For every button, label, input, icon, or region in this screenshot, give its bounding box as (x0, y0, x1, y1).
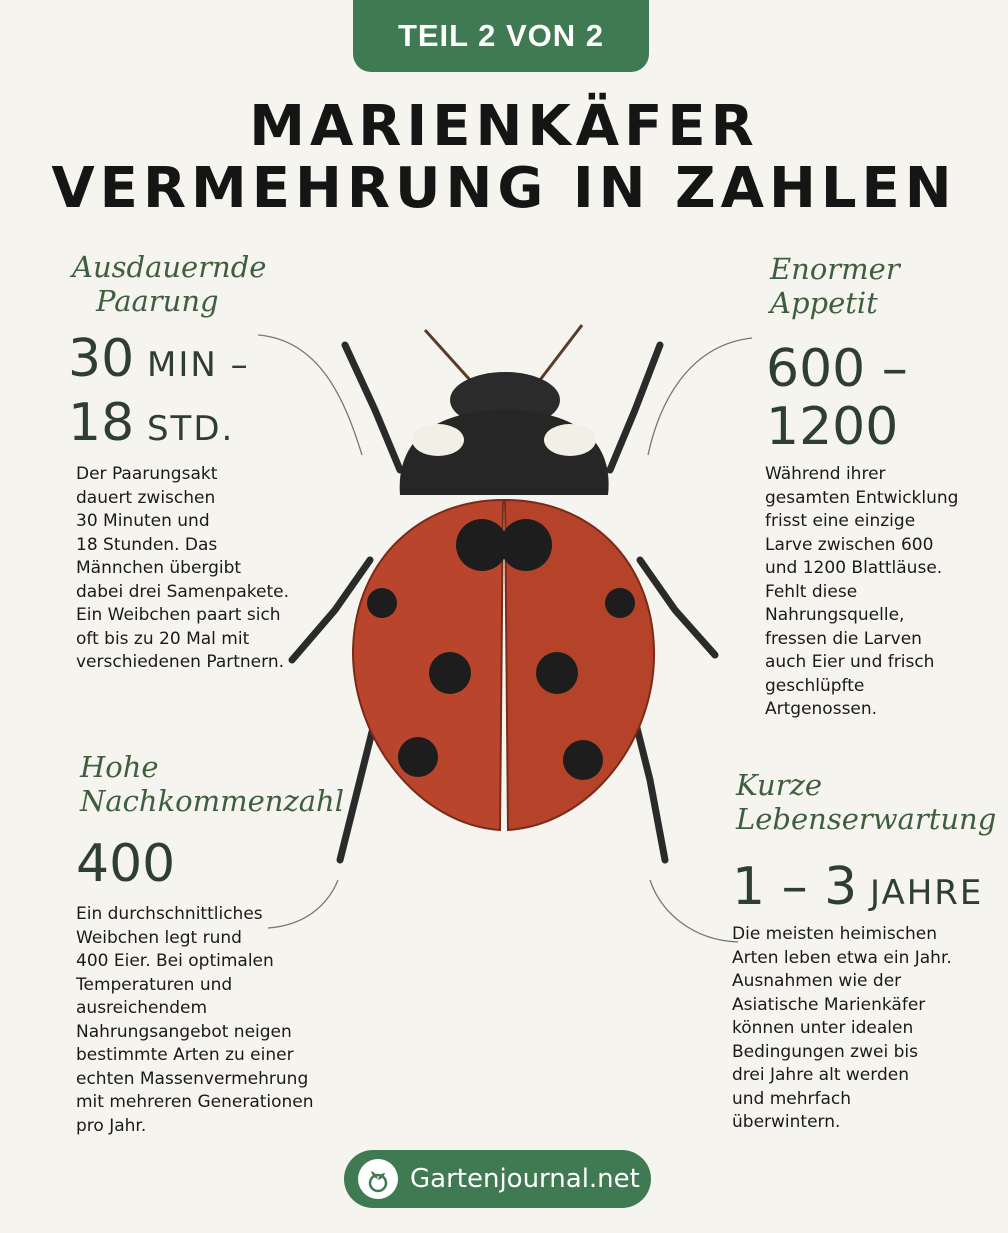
body-line: pro Jahr. (76, 1115, 147, 1136)
heading-line: Ausdauernde (72, 250, 267, 284)
stat-number: 1 – 3 (732, 857, 858, 917)
part-badge-label: TEIL 2 VON 2 (397, 18, 605, 53)
page-title-line1: MARIENKÄFER (249, 94, 759, 159)
heading-line: Kurze (736, 768, 823, 802)
stat-number: 1200 (766, 397, 899, 457)
heading-line: Hohe (80, 750, 159, 784)
body-line: Die meisten heimischen (732, 924, 938, 944)
stat-number: 600 – (766, 339, 908, 399)
body-line: Fehlt diese (765, 581, 858, 602)
body-line: 30 Minuten und (76, 511, 210, 531)
body-line: echten Massenvermehrung (76, 1068, 309, 1089)
body-line: Ein durchschnittliches (76, 904, 263, 924)
section-heading-lifespan (736, 768, 996, 836)
heading-line: Nachkommenzahl (80, 784, 344, 818)
page-title-line2: VERMEHRUNG IN ZAHLEN (51, 156, 957, 221)
heading-line: Enormer (770, 252, 900, 286)
ladybug-antennae (425, 325, 582, 380)
section-body-appetite (765, 463, 958, 722)
body-line: und 1200 Blattläuse. (765, 558, 943, 578)
body-line: geschlüpfte (765, 675, 865, 696)
body-line: Männchen übergibt (76, 558, 242, 578)
body-line: Ein Weibchen paart sich (76, 605, 281, 625)
body-line: und mehrfach (732, 1088, 852, 1109)
stat-number: 18 (68, 393, 135, 453)
body-line: Bedingungen zwei bis (732, 1041, 918, 1062)
body-line: oft bis zu 20 Mal mit (76, 628, 250, 649)
body-line: auch Eier und frisch (765, 652, 935, 672)
sprout-logo-icon (358, 1159, 398, 1199)
body-line: dauert zwischen (76, 487, 216, 508)
stat-value-offspring (76, 835, 175, 893)
body-line: fressen die Larven (765, 628, 922, 649)
heading-line: Appetit (770, 286, 878, 320)
body-line: überwintern. (732, 1112, 841, 1132)
connector-line (650, 880, 738, 942)
body-line: Nahrungsangebot neigen (76, 1021, 292, 1042)
stat-value-lifespan (732, 858, 983, 922)
body-line: 400 Eier. Bei optimalen (76, 951, 274, 971)
section-body-mating (76, 463, 289, 675)
body-line: mit mehreren Generationen (76, 1092, 314, 1112)
stat-value-mating (68, 330, 250, 458)
body-line: Artgenossen. (765, 699, 878, 719)
stat-unit: JAHRE (857, 873, 984, 913)
body-line: drei Jahre alt werden (732, 1065, 909, 1085)
body-line: bestimmte Arten zu einer (76, 1045, 294, 1065)
section-body-offspring (76, 903, 314, 1138)
body-line: Larve zwischen 600 (765, 534, 934, 555)
section-heading-appetite (770, 252, 900, 320)
body-line: Ausnahmen wie der (732, 971, 902, 991)
brand-badge[interactable] (344, 1150, 651, 1208)
body-line: Weibchen legt rund (76, 927, 242, 948)
stat-number: 400 (76, 834, 176, 894)
stat-value-appetite (766, 340, 908, 456)
body-line: ausreichendem (76, 998, 208, 1018)
body-line: können unter idealen (732, 1018, 914, 1038)
body-line: verschiedenen Partnern. (76, 652, 284, 672)
body-line: 18 Stunden. Das (76, 534, 218, 555)
body-line: Temperaturen und (76, 974, 233, 995)
body-line: Der Paarungsakt (76, 464, 218, 484)
stat-unit: STD. (134, 409, 235, 449)
body-line: Nahrungsquelle, (765, 605, 905, 625)
body-line: frisst eine einzige (765, 511, 916, 531)
brand-name: Gartenjournal.net (410, 1164, 640, 1194)
stat-number: 30 (68, 329, 135, 389)
section-heading-mating (72, 250, 266, 318)
stat-unit: MIN – (134, 345, 250, 385)
body-line: dabei drei Samenpakete. (76, 581, 290, 602)
section-body-lifespan (732, 923, 952, 1135)
body-line: Asiatische Marienkäfer (732, 994, 926, 1015)
connector-line (648, 338, 752, 455)
heading-line: Paarung (96, 284, 219, 318)
heading-line: Lebenserwartung (736, 802, 997, 836)
body-line: Während ihrer (765, 464, 886, 484)
body-line: gesamten Entwicklung (765, 487, 959, 508)
section-heading-offspring (80, 750, 344, 818)
body-line: Arten leben etwa ein Jahr. (732, 947, 952, 968)
